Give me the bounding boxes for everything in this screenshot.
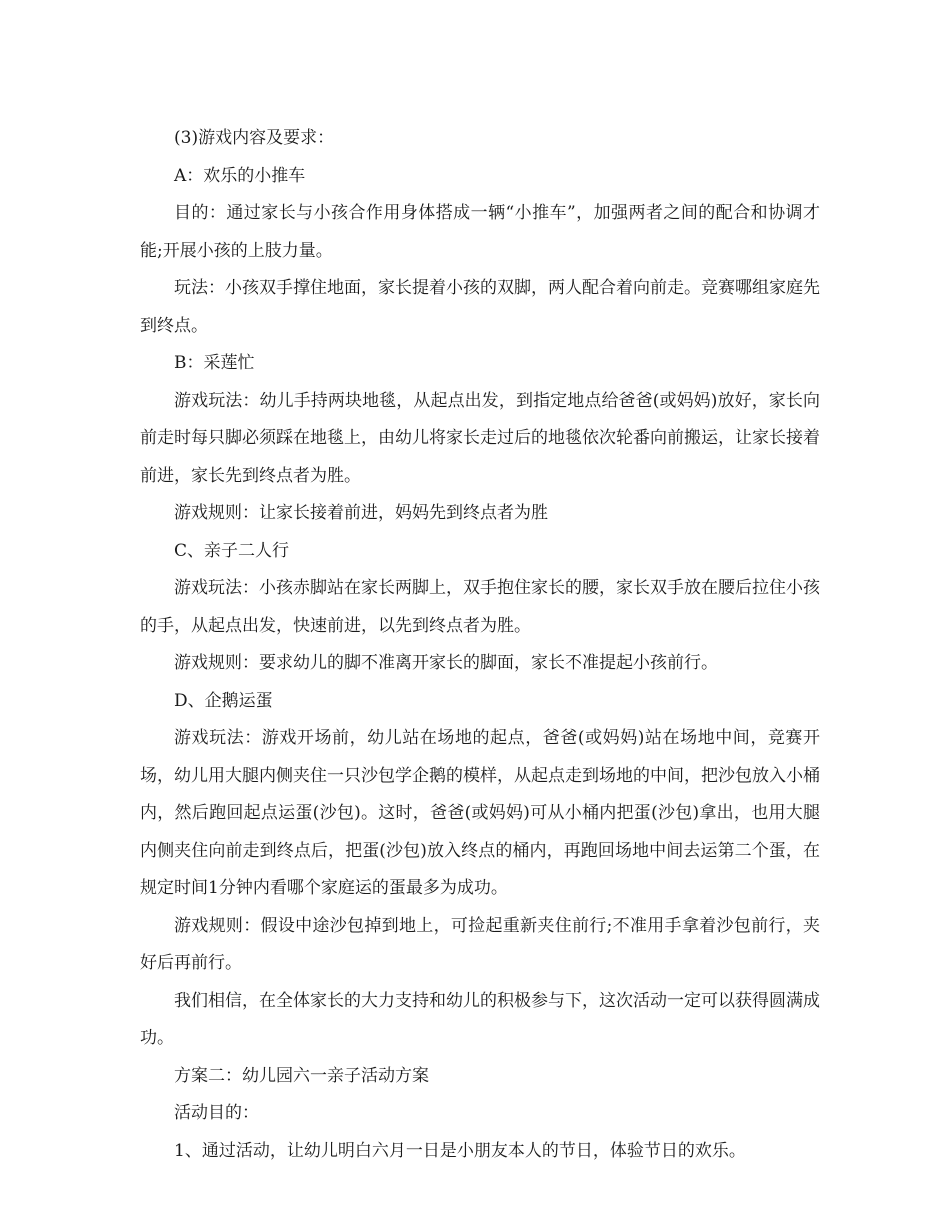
paragraph: 游戏玩法：游戏开场前，幼儿站在场地的起点，爸爸(或妈妈)站在场地中间，竞赛开场，幼儿用大腿内侧夹住一只沙包学企鹅的模样，从起点走到场地的中间，把沙包放入小桶内，然后跑回起点运蛋(沙包)。这时，爸爸(或妈妈)可从小桶内把蛋(沙包)拿出，也用大腿内侧夹住向前走到终点后，把蛋(沙包)放入终点的桶内，再跑回场地中间去运第二个蛋，在规定时间1分钟内看哪个家庭运的蛋最多为成功。 [140, 728, 820, 898]
paragraph: 游戏规则：让家长接着前进，妈妈先到终点者为胜 [174, 503, 548, 523]
paragraph: 我们相信，在全体家长的大力支持和幼儿的积极参与下，这次活动一定可以获得圆满成功。 [140, 990, 820, 1048]
paragraph: A：欢乐的小推车 [174, 165, 306, 186]
document-body [140, 120, 820, 1170]
paragraph: 游戏玩法：小孩赤脚站在家长两脚上，双手抱住家长的腰，家长双手放在腰后拉住小孩的手，从起点出发，快速前进，以先到终点者为胜。 [140, 578, 820, 636]
paragraph: 游戏玩法：幼儿手持两块地毯，从起点出发，到指定地点给爸爸(或妈妈)放好，家长向前走时每只脚必须踩在地毯上，由幼儿将家长走过后的地毯依次轮番向前搬运，让家长接着前进，家长先到终点者为胜。 [140, 390, 820, 486]
paragraph: (3)游戏内容及要求： [174, 128, 335, 148]
paragraph: 活动目的： [174, 1103, 259, 1123]
paragraph: D、企鹅运蛋 [174, 690, 273, 711]
paragraph: 玩法：小孩双手撑住地面，家长提着小孩的双脚，两人配合着向前走。竞赛哪组家庭先到终点。 [140, 278, 820, 336]
paragraph: 游戏规则：假设中途沙包掉到地上，可捡起重新夹住前行;不准用手拿着沙包前行，夹好后再前行。 [140, 915, 820, 973]
paragraph: C、亲子二人行 [174, 540, 290, 561]
paragraph: B：采莲忙 [174, 353, 255, 373]
paragraph: 目的：通过家长与小孩合作用身体搭成一辆“小推车”，加强两者之间的配合和协调才能;开展小孩的上肢力量。 [140, 203, 820, 261]
paragraph: 游戏规则：要求幼儿的脚不准离开家长的脚面，家长不准提起小孩前行。 [174, 653, 718, 673]
paragraph: 1、通过活动，让幼儿明白六月一日是小朋友本人的节日，体验节日的欢乐。 [174, 1140, 746, 1161]
paragraph: 方案二：幼儿园六一亲子活动方案 [174, 1065, 429, 1086]
